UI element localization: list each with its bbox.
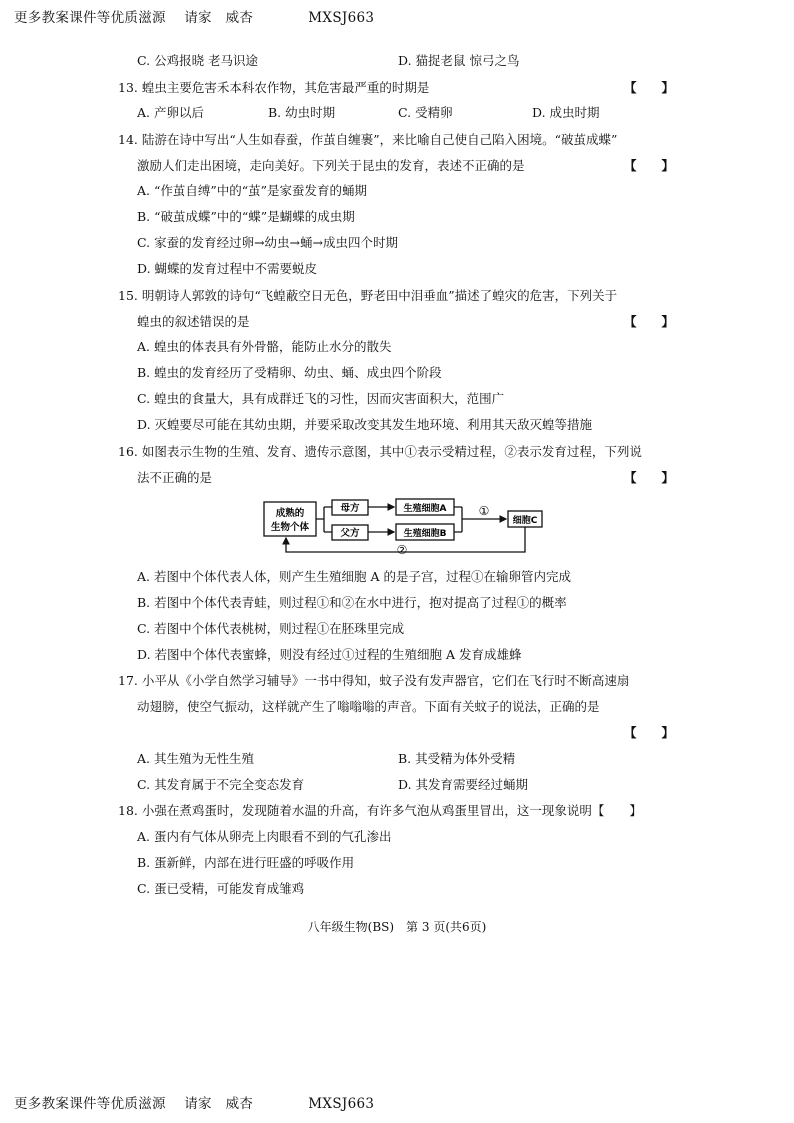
step-2-label: ② <box>396 543 408 557</box>
q13-answer-bracket: 【 】 <box>624 80 675 95</box>
q15-option-a: A. 蝗虫的体表具有外骨骼，能防止水分的散失 <box>137 339 392 354</box>
q17-stem-line2: 动翅膀，使空气振动，这样就产生了嗡嗡嗡的声音。下面有关蚊子的说法，正确的是 <box>137 699 600 714</box>
q17-answer-bracket: 【 】 <box>624 725 675 740</box>
q18-stem: 18. 小强在煮鸡蛋时，发现随着水温的升高，有许多气泡从鸡蛋里冒出，这一现象说明【 】 <box>118 803 642 818</box>
q17-option-a: A. 其生殖为无性生殖 <box>137 751 254 766</box>
q13-option-c: C. 受精卵 <box>398 105 453 120</box>
page-header <box>14 6 374 26</box>
q16-stem-line2: 法不正确的是 <box>137 470 213 485</box>
q14-answer-bracket: 【 】 <box>624 158 675 173</box>
page-footer-banner <box>14 1092 374 1112</box>
reproduction-diagram <box>262 496 562 560</box>
father-label: 父方 <box>340 528 360 539</box>
q16-option-d: D. 若图中个体代表蜜蜂，则没有经过①过程的生殖细胞 A 发育成雄蜂 <box>137 647 522 662</box>
q15-answer-bracket: 【 】 <box>624 314 675 329</box>
q12-option-d: D. 猫捉老鼠 惊弓之鸟 <box>398 53 520 68</box>
cell-c-label: 细胞C <box>512 516 538 526</box>
q17-option-b: B. 其受精为体外受精 <box>398 751 516 766</box>
branch-connector <box>316 507 332 532</box>
q15-option-b: B. 蝗虫的发育经历了受精卵、幼虫、蛹、成虫四个阶段 <box>137 365 442 380</box>
q13-option-b: B. 幼虫时期 <box>268 105 336 120</box>
q16-option-a: A. 若图中个体代表人体，则产生生殖细胞 A 的是子宫，过程①在输卵管内完成 <box>137 569 571 584</box>
q16-answer-bracket: 【 】 <box>624 470 675 485</box>
organism-label-line2: 生物个体 <box>270 522 310 533</box>
germ-cell-a-label: 生殖细胞A <box>403 504 447 514</box>
q12-option-c: C. 公鸡报晓 老马识途 <box>137 53 259 68</box>
q14-stem-line1: 14. 陆游在诗中写出“人生如春蚕，作茧自缠裹”，来比喻自己使自己陷入困境。“破茧成蝶” <box>118 132 618 147</box>
q18-option-b: B. 蛋新鲜，内部在进行旺盛的呼吸作用 <box>137 855 355 870</box>
page-number-footer: 八年级生物(BS) 第 3 页(共6页) <box>307 920 487 934</box>
q13-stem: 13. 蝗虫主要危害禾本科农作物，其危害最严重的时期是 <box>118 80 430 95</box>
organism-label-line1: 成熟的 <box>275 508 305 519</box>
header-code: MXSJ663 <box>308 10 375 26</box>
header-contact: 请家 威杏 <box>184 10 254 26</box>
step-1-label: ① <box>478 504 490 518</box>
mother-label: 母方 <box>340 503 360 514</box>
header-text: 更多教案课件等优质滋源 <box>14 10 166 26</box>
q18-option-c: C. 蛋已受精，可能发育成雏鸡 <box>137 881 305 896</box>
q18-option-a: A. 蛋内有气体从卵壳上肉眼看不到的气孔渗出 <box>137 829 392 844</box>
footer-contact: 请家 威杏 <box>184 1096 254 1112</box>
q15-option-c: C. 蝗虫的食量大，具有成群迁飞的习性，因而灾害面积大，范围广 <box>137 391 505 406</box>
q14-option-a: A. “作茧自缚”中的“茧”是家蚕发育的蛹期 <box>137 183 368 198</box>
q17-option-c: C. 其发育属于不完全变态发育 <box>137 777 305 792</box>
q13-option-a: A. 产卵以后 <box>137 105 204 120</box>
q14-option-b: B. “破茧成蝶”中的“蝶”是蝴蝶的成虫期 <box>137 209 355 224</box>
q17-stem-line1: 17. 小平从《小学自然学习辅导》一书中得知，蚊子没有发声器官，它们在飞行时不断高速扇 <box>118 673 630 688</box>
q13-option-d: D. 成虫时期 <box>532 105 600 120</box>
q15-stem-line1: 15. 明朝诗人郭敦的诗句“飞蝗蔽空日无色，野老田中泪垂血”描述了蝗灾的危害，下列关于 <box>118 288 618 303</box>
q14-option-d: D. 蝴蝶的发育过程中不需要蜕皮 <box>137 261 318 276</box>
q14-stem-line2: 激励人们走出困境，走向美好。下列关于昆虫的发育，表述不正确的是 <box>137 158 525 173</box>
germ-cell-b-label: 生殖细胞B <box>403 529 447 539</box>
q16-option-c: C. 若图中个体代表桃树，则过程①在胚珠里完成 <box>137 621 405 636</box>
q15-option-d: D. 灭蝗要尽可能在其幼虫期，并要采取改变其发生地环境、利用其天敌灭蝗等措施 <box>137 417 593 432</box>
footer-code: MXSJ663 <box>308 1096 375 1112</box>
fertilization-connector <box>454 507 462 532</box>
q17-option-d: D. 其发育需要经过蛹期 <box>398 777 529 792</box>
q16-option-b: B. 若图中个体代表青蛙，则过程①和②在水中进行，抱对提高了过程①的概率 <box>137 595 567 610</box>
q15-stem-line2: 蝗虫的叙述错误的是 <box>137 314 250 329</box>
q14-option-c: C. 家蚕的发育经过卵→幼虫→蛹→成虫四个时期 <box>137 235 398 250</box>
footer-text: 更多教案课件等优质滋源 <box>14 1096 166 1112</box>
q16-stem-line1: 16. 如图表示生物的生殖、发育、遗传示意图，其中①表示受精过程，②表示发育过程，下列说 <box>118 444 642 459</box>
